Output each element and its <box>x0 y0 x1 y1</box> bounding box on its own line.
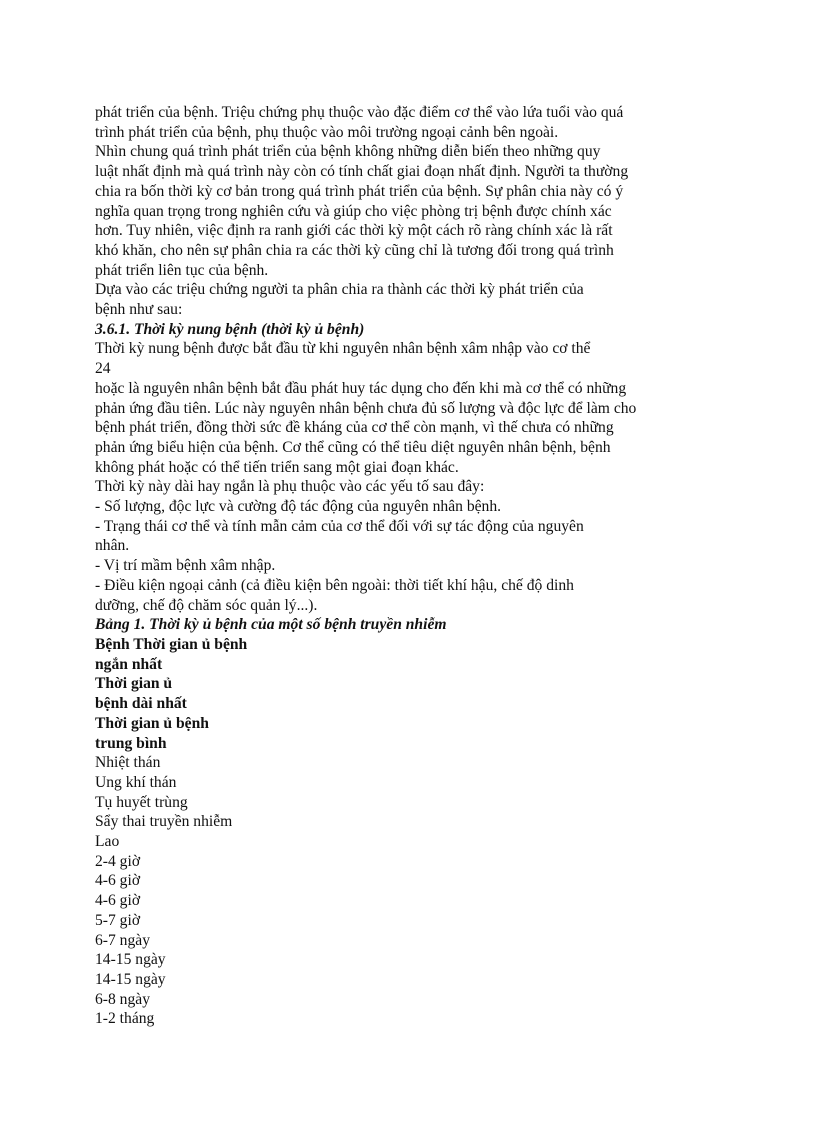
list-item: - Số lượng, độc lực và cường độ tác động của nguyên nhân bệnh. <box>95 498 502 516</box>
table-cell: Nhiệt thán <box>95 754 161 772</box>
table-cell: 5-7 giờ <box>95 911 141 929</box>
list-item: dưỡng, chế độ chăm sóc quản lý...). <box>95 596 318 614</box>
page-number: 24 <box>95 360 111 378</box>
table-header: ngắn nhất <box>95 655 163 673</box>
table-header: trung bình <box>95 734 167 752</box>
table-cell: 14-15 ngày <box>95 951 166 969</box>
text-line: Nhìn chung quá trình phát triển của bệnh không những diễn biến theo những quy <box>95 143 601 161</box>
paragraph-3 <box>95 280 695 319</box>
text-line: phát triển liên tục của bệnh. <box>95 261 269 279</box>
table-header: Thời gian ủ <box>95 675 173 693</box>
text-line: khó khăn, cho nên sự phân chia ra các thời kỳ cũng chỉ là tương đối trong quá trình <box>95 241 614 259</box>
table-cell: Ung khí thán <box>95 773 177 791</box>
text-line: trình phát triển của bệnh, phụ thuộc vào môi trường ngoại cảnh bên ngoài. <box>95 123 559 141</box>
table-headers <box>95 635 695 753</box>
text-line: không phát hoặc có thể tiến triển sang một giai đoạn khác. <box>95 458 459 476</box>
paragraph-4 <box>95 339 695 359</box>
paragraph-5 <box>95 379 695 615</box>
table-body <box>95 753 695 1029</box>
table-header: bệnh dài nhất <box>95 695 187 713</box>
table-cell: 14-15 ngày <box>95 970 166 988</box>
text-line: Thời kỳ nung bệnh được bắt đầu từ khi nguyên nhân bệnh xâm nhập vào cơ thể <box>95 340 591 358</box>
list-item: nhân. <box>95 537 130 555</box>
text-line: hoặc là nguyên nhân bệnh bắt đầu phát huy tác dụng cho đến khi mà cơ thể có những <box>95 379 627 397</box>
table-cell: 1-2 tháng <box>95 1010 155 1028</box>
table-cell: 2-4 giờ <box>95 852 141 870</box>
table-cell: 4-6 giờ <box>95 872 141 890</box>
text-line: phát triển của bệnh. Triệu chứng phụ thuộc vào đặc điểm cơ thể vào lứa tuổi vào quá <box>95 104 624 121</box>
document-page <box>95 103 695 1029</box>
table-caption: Bảng 1. Thời kỳ ủ bệnh của một số bệnh truyền nhiễm <box>95 616 447 634</box>
table-cell: 6-7 ngày <box>95 931 150 949</box>
text-line: Thời kỳ này dài hay ngắn là phụ thuộc vào các yếu tố sau đây: <box>95 478 485 496</box>
text-line: hơn. Tuy nhiên, việc định ra ranh giới các thời kỳ một cách rõ ràng chính xác là rất <box>95 222 613 240</box>
table-cell: Lao <box>95 833 120 851</box>
text-line: chia ra bốn thời kỳ cơ bản trong quá trình phát triển của bệnh. Sự phân chia này có ý <box>95 182 624 200</box>
table-cell: Sẩy thai truyền nhiễm <box>95 813 233 831</box>
list-item: - Trạng thái cơ thể và tính mẫn cảm của cơ thể đối với sự tác động của nguyên <box>95 517 584 535</box>
text-line: Dựa vào các triệu chứng người ta phân chia ra thành các thời kỳ phát triển của <box>95 281 584 299</box>
section-heading: 3.6.1. Thời kỳ nung bệnh (thời kỳ ủ bệnh) <box>95 320 365 338</box>
table-cell: 4-6 giờ <box>95 892 141 910</box>
paragraph-1 <box>95 103 695 142</box>
text-line: phản ứng biểu hiện của bệnh. Cơ thể cũng có thể tiêu diệt nguyên nhân bệnh, bệnh <box>95 438 611 456</box>
text-line: phản ứng đầu tiên. Lúc này nguyên nhân bệnh chưa đủ số lượng và độc lực để làm cho <box>95 399 637 417</box>
text-line: bệnh phát triển, đồng thời sức đề kháng của cơ thể còn mạnh, vì thế chưa có những <box>95 419 614 437</box>
text-line: bệnh như sau: <box>95 301 183 319</box>
paragraph-2 <box>95 142 695 280</box>
text-line: nghĩa quan trọng trong nghiên cứu và giúp cho việc phòng trị bệnh được chính xác <box>95 202 612 220</box>
table-header: Thời gian ủ bệnh <box>95 714 209 732</box>
list-item: - Điều kiện ngoại cảnh (cả điều kiện bên ngoài: thời tiết khí hậu, chế độ dinh <box>95 576 574 594</box>
table-header: Bệnh Thời gian ủ bệnh <box>95 635 248 653</box>
list-item: - Vị trí mầm bệnh xâm nhập. <box>95 557 276 575</box>
text-line: luật nhất định mà quá trình này còn có tính chất giai đoạn nhất định. Người ta thường <box>95 163 629 181</box>
table-cell: 6-8 ngày <box>95 990 150 1008</box>
table-cell: Tụ huyết trùng <box>95 793 188 811</box>
